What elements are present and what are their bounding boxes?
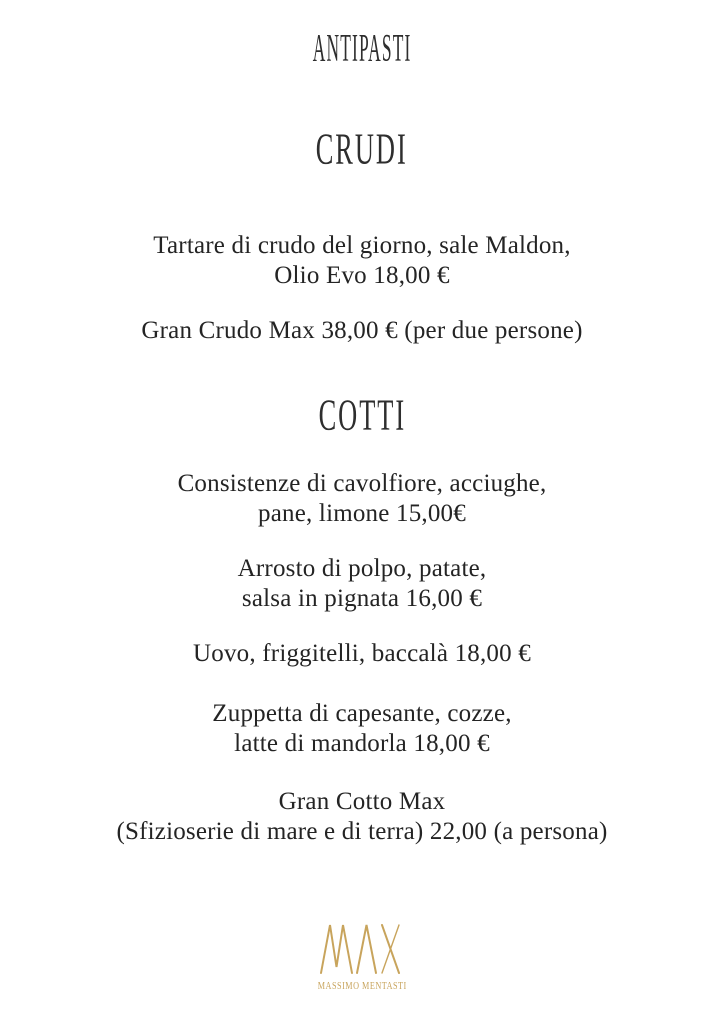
menu-item-zuppetta bbox=[0, 699, 724, 759]
brand-logo bbox=[0, 922, 724, 994]
page-title-block bbox=[0, 26, 724, 70]
menu-item-line: Olio Evo 18,00 € bbox=[274, 262, 450, 289]
menu-item-line: Uovo, friggitelli, baccalà 18,00 € bbox=[193, 640, 531, 667]
menu-item-line: Gran Crudo Max 38,00 € (per due persone) bbox=[141, 317, 583, 344]
menu-item-line: Zuppetta di capesante, cozze, bbox=[212, 700, 512, 727]
page-title: ANTIPASTI bbox=[312, 26, 412, 70]
menu-item-line: Arrosto di polpo, patate, bbox=[237, 555, 487, 582]
section-heading-crudi: CRUDI bbox=[315, 123, 409, 174]
menu-item-gran-cotto bbox=[0, 787, 724, 847]
max-logo-icon bbox=[318, 922, 406, 976]
section-heading-cotti-block bbox=[0, 388, 724, 440]
menu-item-line: Tartare di crudo del giorno, sale Maldon, bbox=[153, 232, 571, 259]
menu-item-line: Consistenze di cavolfiore, acciughe, bbox=[177, 470, 547, 497]
menu-item-arrosto bbox=[0, 554, 724, 614]
menu-item-gran-crudo bbox=[0, 316, 724, 346]
menu-item-line: pane, limone 15,00€ bbox=[258, 500, 466, 527]
section-heading-crudi-block bbox=[0, 122, 724, 174]
menu-item-line: latte di mandorla 18,00 € bbox=[234, 730, 490, 757]
brand-logo-subtext: MASSIMO MENTASTI bbox=[317, 981, 407, 992]
section-heading-cotti: COTTI bbox=[318, 389, 406, 440]
menu-item-line: Gran Cotto Max bbox=[278, 788, 446, 815]
menu-item-tartare bbox=[0, 231, 724, 291]
menu-item-line: (Sfizioserie di mare e di terra) 22,00 (a persona) bbox=[116, 818, 608, 845]
menu-item-uovo bbox=[0, 639, 724, 669]
menu-item-line: salsa in pignata 16,00 € bbox=[241, 585, 483, 612]
menu-item-consistenze bbox=[0, 469, 724, 529]
